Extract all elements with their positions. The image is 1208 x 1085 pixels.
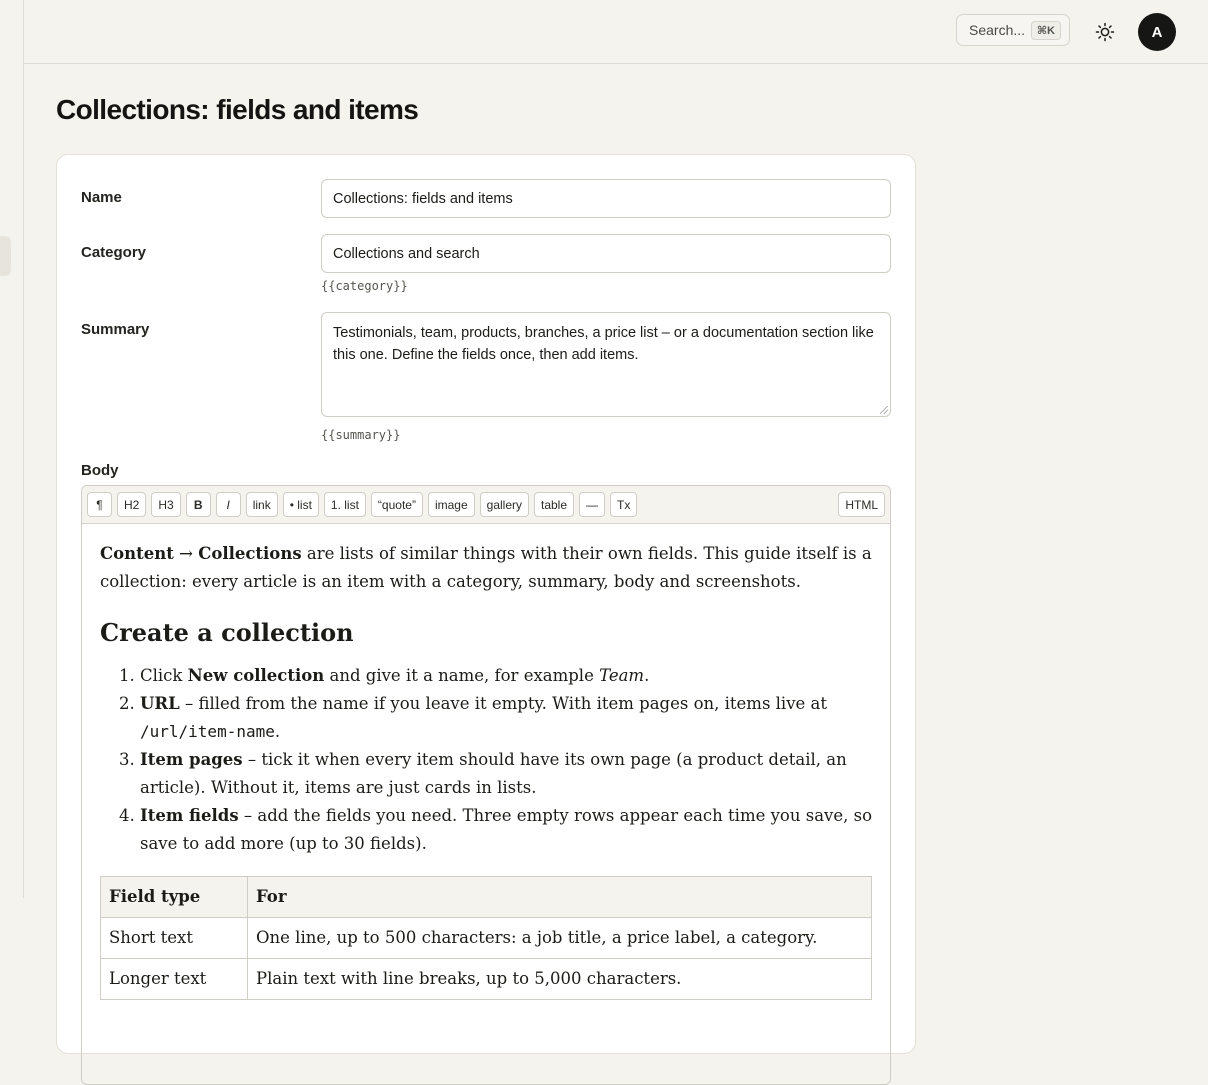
table-row [101, 959, 872, 1000]
sun-icon[interactable] [1092, 19, 1118, 45]
h3-button[interactable]: H3 [151, 492, 180, 517]
list-item [140, 802, 872, 858]
table-cell: One line, up to 500 characters: a job title, a price label, a category. [248, 918, 872, 959]
table-cell: Longer text [101, 959, 248, 1000]
avatar[interactable]: A [1138, 13, 1176, 51]
html-source-button[interactable]: HTML [838, 492, 885, 517]
search-shortcut-badge: ⌘K [1031, 21, 1061, 40]
gallery-button[interactable]: gallery [480, 492, 529, 517]
topbar [24, 0, 1208, 64]
intro-text: are lists of similar things with their own fields. This guide itself is a collection: every article is an item with a category, summary, body and screenshots. [100, 544, 872, 591]
category-label: Category [81, 244, 147, 261]
step-strong: New collection [187, 666, 325, 685]
bullet-list-button[interactable]: • list [283, 492, 319, 517]
search-label: Search... [969, 22, 1026, 38]
step-strong: URL [140, 694, 180, 713]
summary-hint: {{summary}} [321, 428, 401, 442]
intro-strong-collections: Collections [198, 544, 302, 563]
name-input[interactable]: Collections: fields and items [321, 179, 891, 218]
clear-format-button[interactable]: Tx [610, 492, 637, 517]
step-strong: Item pages [140, 750, 243, 769]
paragraph-button[interactable]: ¶ [87, 492, 112, 517]
category-input[interactable]: Collections and search [321, 234, 891, 273]
summary-label: Summary [81, 321, 150, 338]
summary-text: Testimonials, team, products, branches, a price list – or a documentation section like this one. Define the fields once, then add items. [333, 325, 874, 363]
step-text: – add the fields you need. Three empty rows appear each time you save, so save to add more (up to 30 fields). [140, 806, 873, 853]
summary-textarea[interactable] [321, 312, 891, 417]
italic-button[interactable]: I [216, 492, 241, 517]
step-text: . [274, 722, 281, 741]
edit-form-card [56, 154, 916, 1054]
table-header-cell: For [248, 877, 872, 918]
link-button[interactable]: link [246, 492, 278, 517]
horizontal-rule-button[interactable]: — [579, 492, 605, 517]
numbered-list-button[interactable]: 1. list [324, 492, 366, 517]
step-text: – filled from the name if you leave it empty. With item pages on, items live at [179, 694, 828, 713]
intro-strong-content: Content [100, 544, 174, 563]
section-heading: Create a collection [100, 618, 354, 647]
name-label: Name [81, 189, 122, 206]
table-cell: Plain text with line breaks, up to 5,000 characters. [248, 959, 872, 1000]
table-row [101, 918, 872, 959]
steps-list [100, 662, 872, 858]
step-text: . [644, 666, 650, 685]
list-item [140, 746, 872, 802]
editor-content[interactable] [82, 524, 890, 1000]
table-header-row [101, 877, 872, 918]
step-text: – tick it when every item should have its own page (a product detail, an article). Without it, items are just cards in lists. [140, 750, 847, 797]
quote-button[interactable]: “quote” [371, 492, 423, 517]
intro-paragraph [100, 540, 872, 596]
step-em: Team [599, 666, 645, 685]
step-strong: Item fields [140, 806, 239, 825]
h2-button[interactable]: H2 [117, 492, 146, 517]
intro-arrow: → [173, 544, 199, 563]
list-item [140, 690, 872, 746]
table-cell: Short text [101, 918, 248, 959]
table-header-cell: Field type [101, 877, 248, 918]
step-code: /url/item-name [140, 722, 275, 741]
resize-handle[interactable] [880, 406, 888, 414]
step-text: and give it a name, for example [324, 666, 600, 685]
body-label: Body [81, 462, 119, 479]
sidebar [0, 0, 24, 898]
field-types-table [100, 876, 872, 1000]
list-item [140, 662, 872, 690]
bold-button[interactable]: B [186, 492, 211, 517]
page-title: Collections: fields and items [56, 94, 419, 125]
sidebar-toggle-handle[interactable] [0, 236, 11, 276]
table-button[interactable]: table [534, 492, 574, 517]
image-button[interactable]: image [428, 492, 475, 517]
category-hint: {{category}} [321, 279, 408, 293]
step-text: Click [140, 666, 188, 685]
search-button[interactable] [956, 14, 1070, 46]
editor-toolbar [82, 486, 890, 524]
rich-text-editor [81, 485, 891, 1085]
